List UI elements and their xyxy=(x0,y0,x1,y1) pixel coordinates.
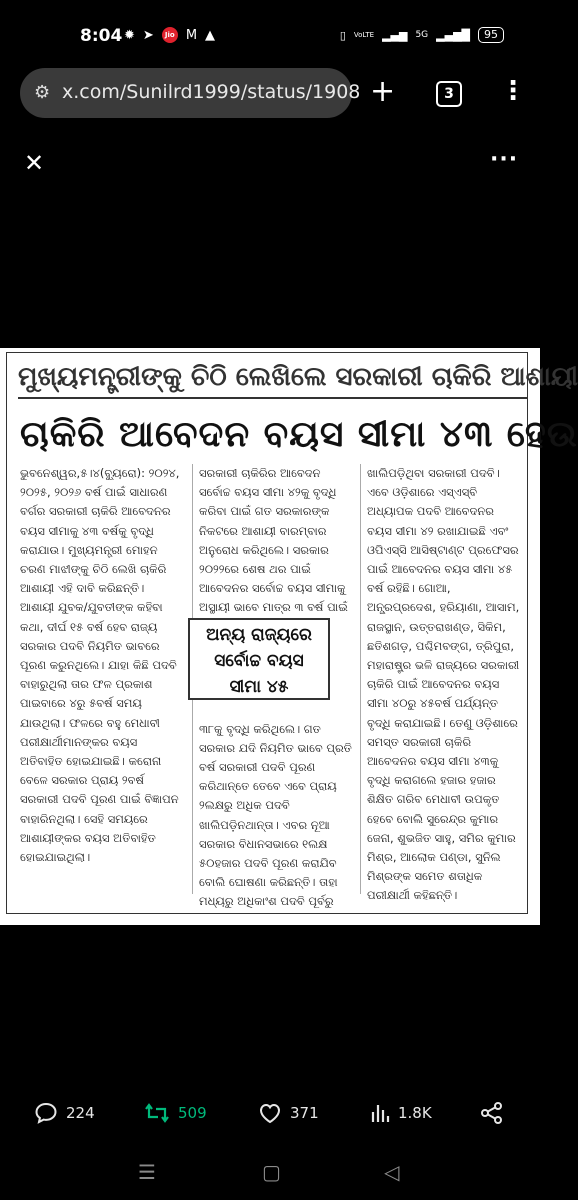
article-headline: ଚାକିରି ଆବେଦନ ବୟସ ସୀମା ୪୩ ହେଉ xyxy=(20,414,578,455)
article-column-1: ଭୁବନେଶ୍ୱର,୫।୪(ବ୍ୟୁରୋ): ୨୦୨୪, ୨୦୨୫, ୨୦୨୬ ବର୍ଷ ପାଇଁ ସାଧାରଣ ବର୍ଗର ସରକାରୀ ଚାକିରି ଆବେଦନର ବୟସ ସୀମାକୁ ୪୩ ବର୍ଷକୁ ବୃଦ୍ଧି କରାଯାଉ। ମୁଖ୍ୟମନ୍ତ୍ରୀ ମୋହନ ଚରଣ ମାଝୀଙ୍କୁ ଚିଠି ଲେଖି ଚାକିରି ଆଶାୟୀ ଏହି ଦାବି କରିଛନ୍ତି। ଆଶାୟୀ ଯୁବକ/ଯୁବତୀଙ୍କ କହିବା କଥା, ଦୀର୍ଘ ୧୫ ବର୍ଷ ହେବ ରାଜ୍ୟ ସରକାର ପଦବି ନିୟମିତ ଭାବରେ ପୂରଣ କରୁନଥିଲେ। ଯାହା କିଛି ପଦବି ବାହାରୁଥିଲା ତାର ଫଳ ପ୍ରକାଶ ପାଇବାରେ ୪ରୁ ୫ବର୍ଷ ସମୟ ଯାଉଥିଲା। ଫଳରେ ବହୁ ମେଧାବୀ ପରୀକ୍ଷାର୍ଥୀମାନଙ୍କର ବୟସ ଅତିବାହିତ ହୋଇଯାଇଛି। କରୋନା ବେଳେ ସରକାର ପ୍ରାୟ ୨ବର୍ଷ ସରକାରୀ ପଦବି ପୂରଣ ପାଇଁ ବିଜ୍ଞାପନ ବାହାରିନଥିଲା। ସେହି ସମୟରେ ଆଶାୟୀଙ୍କର ବୟସ ଅତିବାହିତ ହୋଇଯାଇଥିଲା। xyxy=(20,466,180,865)
back-icon[interactable]: ◁ xyxy=(384,1160,400,1184)
repost-button[interactable] xyxy=(144,1102,207,1124)
network-label: 5G xyxy=(415,30,429,40)
telegram-icon: ➤ xyxy=(142,27,154,43)
article-subheadline: ମୁଖ୍ୟମନ୍ତ୍ରୀଙ୍କୁ ଚିଠି ଲେଖିଲେ ସରକାରୀ ଚାକିରି ଆଶାୟୀ xyxy=(18,362,528,399)
like-button[interactable] xyxy=(258,1102,319,1124)
new-tab-button[interactable]: + xyxy=(370,74,396,109)
post-action-bar xyxy=(0,1092,540,1138)
article-pullquote xyxy=(188,618,330,700)
recent-apps-icon[interactable]: ☰ xyxy=(138,1160,156,1184)
share-button[interactable] xyxy=(480,1102,504,1124)
reply-count: 224 xyxy=(66,1104,95,1122)
jio-icon: Jio xyxy=(162,27,178,43)
gmail-icon: M xyxy=(185,27,198,43)
system-nav-bar xyxy=(0,1148,540,1200)
warning-icon: ▲ xyxy=(205,27,216,43)
browser-menu-icon[interactable]: ⋮ xyxy=(500,76,526,106)
article-column-2-bottom: ୩୮କୁ ବୃଦ୍ଧି କରିଥିଲେ। ଗତ ସରକାର ଯଦି ନିୟମିତ ଭାବେ ପ୍ରତି ବର୍ଷ ସରକାରୀ ପଦବି ପୂରଣ କରିଥାନ୍ତେ ତେବେ ଏବେ ପ୍ରାୟ ୨ଲକ୍ଷରୁ ଅଧିକ ପଦବି ଖାଲିପଡ଼ିନଥାନ୍ତା। ଏବର ନୂଆ ସରକାର ବିଧାନସଭାରେ ୧ଲକ୍ଷ ୫୦ହଜାର ପଦବି ପୂରଣ କରାଯିବ ବୋଲି ଘୋଷଣା କରିଛନ୍ତି। ତାହା ମଧ୍ୟରୁ ଅଧିକାଂଶ ପଦବି ପୂର୍ବରୁ xyxy=(199,721,352,909)
close-icon[interactable]: ✕ xyxy=(24,149,45,177)
views-icon xyxy=(370,1102,390,1124)
volte-label: VoLTE xyxy=(353,31,375,39)
url-text[interactable]: x.com/Sunilrd1999/status/1908 xyxy=(62,81,361,103)
battery-icon: 95 xyxy=(478,27,504,43)
heart-icon xyxy=(258,1102,282,1124)
reply-icon xyxy=(34,1102,58,1124)
like-count: 371 xyxy=(290,1104,319,1122)
reply-button[interactable] xyxy=(34,1102,95,1124)
system-icons xyxy=(340,27,504,43)
repost-icon xyxy=(144,1102,170,1124)
article-column-3: ଖାଲିପଡ଼ିଥିବା ସରକାରୀ ପଦବି। ଏବେ ଓଡ଼ିଶାରେ ଏସ୍ଏସ୍ବି ଅଧ୍ୟାପକ ପଦବି ଆବେଦନର ବୟସ ସୀମା ୪୨ ରଖାଯାଇଛି ଏବଂ ଓପିଏସ୍ସି ଆସିଷ୍ଟାଣ୍ଟ ପ୍ରଫେସର ପାଇଁ ଆବେଦନର ବୟସ ସୀମା ୪୫ ବର୍ଷ ରହିଛି। ଗୋଆ, ଅନ୍ଧ୍ରପ୍ରଦେଶ, ହରିୟାଣା, ଆସାମ, ରାଜସ୍ଥାନ, ଉତ୍ତରାଖଣ୍ଡ, ସିକିମ, ଛତିଶଗଡ଼, ପଶ୍ଚିମବଙ୍ଗ, ତ୍ରିପୁରା, ମହାରାଷ୍ଟ୍ର ଭଳି ରାଜ୍ୟରେ ସରକାରୀ ଚାକିରି ପାଇଁ ଆବେଦନର ବୟସ ସୀମା ୪୦ରୁ ୪୫ବର୍ଷ ପର୍ଯ୍ୟନ୍ତ ବୃଦ୍ଧି କରାଯାଇଛି। ତେଣୁ ଓଡ଼ିଶାରେ ସମସ୍ତ ସରକାରୀ ଚାକିରି ଆବେଦନର ବୟସ ସୀମା ୪୩କୁ ବୃଦ୍ଧି କରାଗଲେ ହଜାର ହଜାର ଶିକ୍ଷିତ ଗରିବ ମେଧାବୀ ଉପକୃତ ହେବେ ବୋଲି ସୁରେନ୍ଦ୍ର କୁମାର ଜେନା, ଶୁଭଜିତ ସାହୁ, ସମିର କୁମାର ମିଶ୍ର, ଆଲୋକ ପଣ୍ଡା, ସୁନିଲ ମିଶ୍ରଙ୍କ ସମେତ ଶତାଧିକ ପରୀକ୍ଷାର୍ଥୀ କହିଛନ୍ତି। xyxy=(360,464,521,894)
views-count: 1.8K xyxy=(398,1104,432,1122)
pullquote-line-1: ଅନ୍ୟ ରାଜ୍ୟରେ xyxy=(206,625,312,645)
views-button[interactable] xyxy=(370,1102,432,1124)
repost-count: 509 xyxy=(178,1104,207,1122)
signal-icon-2: ▂▄▆█ xyxy=(436,28,470,42)
settings-gear-icon: ✹ xyxy=(124,27,135,43)
site-settings-icon[interactable]: ⚙ xyxy=(34,82,51,103)
signal-icon: ▂▄▆ xyxy=(382,28,408,42)
pullquote-line-3: ସୀମା ୪୫ xyxy=(229,677,289,697)
vibrate-icon: ▯ xyxy=(339,28,346,42)
url-bar[interactable] xyxy=(20,68,361,118)
pullquote-line-2: ସର୍ବୋଚ୍ଚ ବୟସ xyxy=(214,651,304,671)
more-options-icon[interactable]: ··· xyxy=(490,147,519,172)
status-bar xyxy=(0,0,540,70)
tab-switcher-button[interactable]: 3 xyxy=(436,81,462,107)
share-icon xyxy=(480,1102,504,1124)
notification-icons xyxy=(124,27,215,43)
home-icon[interactable]: ▢ xyxy=(262,1160,281,1184)
article-column-2-top: ସରକାରୀ ଚାକିରିର ଆବେଦନ ସର୍ବୋଚ୍ଚ ବୟସ ସୀମା ୪୨କୁ ବୃଦ୍ଧି କରିବା ପାଇଁ ଗତ ସରକାରଙ୍କ ନିକଟରେ ଆଶାୟୀ ବାରମ୍ବାର ଅନୁରୋଧ କରିଥିଲେ। ସରକାର ୨୦୨୨ରେ ଶେଷ ଥର ପାଇଁ ଆବେଦନର ସର୍ବୋଚ୍ଚ ବୟସ ସୀମାକୁ ଅସ୍ଥାୟୀ ଭାବେ ମାତ୍ର ୩ ବର୍ଷ ପାଇଁ xyxy=(199,466,348,615)
article-image xyxy=(0,348,578,925)
status-time: 8:04 xyxy=(80,26,123,46)
